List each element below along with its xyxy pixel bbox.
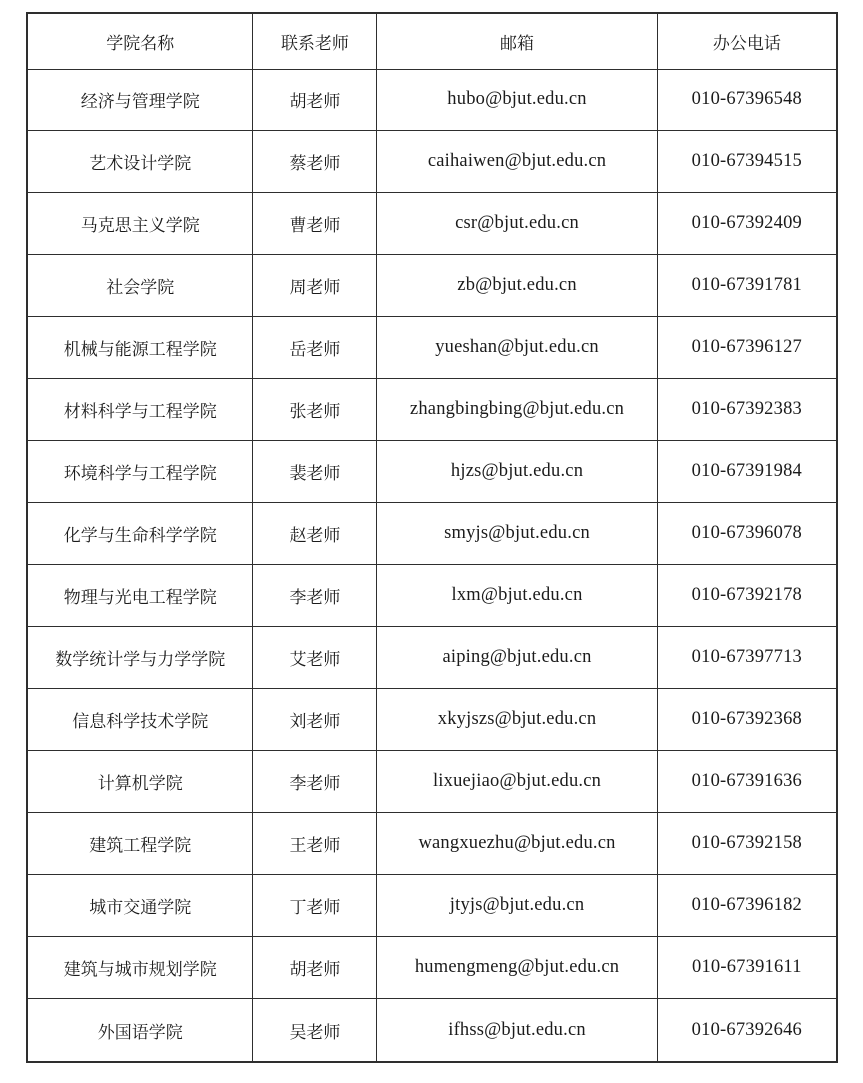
college-name-cell: 建筑与城市规划学院 (27, 937, 253, 999)
office-phone-cell: 010-67392383 (657, 379, 837, 441)
office-phone-cell: 010-67396078 (657, 503, 837, 565)
email-cell: hjzs@bjut.edu.cn (377, 441, 657, 503)
college-name-cell: 环境科学与工程学院 (27, 441, 253, 503)
column-header-email: 邮箱 (377, 13, 657, 69)
column-header-college: 学院名称 (27, 13, 253, 69)
teacher-name-cell: 胡老师 (253, 69, 377, 131)
office-phone-cell: 010-67391984 (657, 441, 837, 503)
table-row (27, 503, 837, 565)
college-name-cell: 经济与管理学院 (27, 69, 253, 131)
teacher-name-cell: 周老师 (253, 255, 377, 317)
email-cell: lxm@bjut.edu.cn (377, 565, 657, 627)
email-cell: lixuejiao@bjut.edu.cn (377, 751, 657, 813)
office-phone-cell: 010-67396127 (657, 317, 837, 379)
office-phone-cell: 010-67392178 (657, 565, 837, 627)
office-phone-cell: 010-67397713 (657, 627, 837, 689)
college-name-cell: 机械与能源工程学院 (27, 317, 253, 379)
table-row (27, 813, 837, 875)
table-row (27, 751, 837, 813)
column-header-teacher: 联系老师 (253, 13, 377, 69)
table-row (27, 627, 837, 689)
email-cell: wangxuezhu@bjut.edu.cn (377, 813, 657, 875)
college-name-cell: 信息科学技术学院 (27, 689, 253, 751)
office-phone-cell: 010-67396182 (657, 875, 837, 937)
table-row (27, 565, 837, 627)
teacher-name-cell: 赵老师 (253, 503, 377, 565)
college-name-cell: 城市交通学院 (27, 875, 253, 937)
teacher-name-cell: 裴老师 (253, 441, 377, 503)
college-name-cell: 数学统计学与力学学院 (27, 627, 253, 689)
college-name-cell: 艺术设计学院 (27, 131, 253, 193)
teacher-name-cell: 艾老师 (253, 627, 377, 689)
teacher-name-cell: 胡老师 (253, 937, 377, 999)
column-header-phone: 办公电话 (657, 13, 837, 69)
college-name-cell: 化学与生命科学学院 (27, 503, 253, 565)
college-name-cell: 材料科学与工程学院 (27, 379, 253, 441)
college-name-cell: 计算机学院 (27, 751, 253, 813)
email-cell: humengmeng@bjut.edu.cn (377, 937, 657, 999)
table-body (27, 69, 837, 1062)
teacher-name-cell: 岳老师 (253, 317, 377, 379)
college-name-cell: 外国语学院 (27, 999, 253, 1062)
table-row (27, 255, 837, 317)
email-cell: csr@bjut.edu.cn (377, 193, 657, 255)
email-cell: ifhss@bjut.edu.cn (377, 999, 657, 1062)
teacher-name-cell: 王老师 (253, 813, 377, 875)
email-cell: jtyjs@bjut.edu.cn (377, 875, 657, 937)
table-row (27, 999, 837, 1062)
college-name-cell: 马克思主义学院 (27, 193, 253, 255)
table-row (27, 875, 837, 937)
email-cell: yueshan@bjut.edu.cn (377, 317, 657, 379)
office-phone-cell: 010-67391781 (657, 255, 837, 317)
email-cell: xkyjszs@bjut.edu.cn (377, 689, 657, 751)
office-phone-cell: 010-67391611 (657, 937, 837, 999)
teacher-name-cell: 丁老师 (253, 875, 377, 937)
teacher-name-cell: 蔡老师 (253, 131, 377, 193)
table-row (27, 69, 837, 131)
table-row (27, 193, 837, 255)
table-row (27, 131, 837, 193)
college-name-cell: 建筑工程学院 (27, 813, 253, 875)
office-phone-cell: 010-67392158 (657, 813, 837, 875)
teacher-name-cell: 张老师 (253, 379, 377, 441)
table-header (27, 13, 837, 69)
office-phone-cell: 010-67391636 (657, 751, 837, 813)
college-contact-table (26, 12, 838, 1063)
table-row (27, 379, 837, 441)
office-phone-cell: 010-67392646 (657, 999, 837, 1062)
teacher-name-cell: 李老师 (253, 565, 377, 627)
office-phone-cell: 010-67394515 (657, 131, 837, 193)
office-phone-cell: 010-67392368 (657, 689, 837, 751)
table-row (27, 689, 837, 751)
office-phone-cell: 010-67392409 (657, 193, 837, 255)
table-row (27, 937, 837, 999)
teacher-name-cell: 曹老师 (253, 193, 377, 255)
email-cell: zhangbingbing@bjut.edu.cn (377, 379, 657, 441)
teacher-name-cell: 刘老师 (253, 689, 377, 751)
email-cell: hubo@bjut.edu.cn (377, 69, 657, 131)
college-name-cell: 物理与光电工程学院 (27, 565, 253, 627)
table-row (27, 317, 837, 379)
email-cell: zb@bjut.edu.cn (377, 255, 657, 317)
teacher-name-cell: 吴老师 (253, 999, 377, 1062)
table-row (27, 441, 837, 503)
email-cell: aiping@bjut.edu.cn (377, 627, 657, 689)
email-cell: smyjs@bjut.edu.cn (377, 503, 657, 565)
header-row (27, 13, 837, 69)
office-phone-cell: 010-67396548 (657, 69, 837, 131)
email-cell: caihaiwen@bjut.edu.cn (377, 131, 657, 193)
college-name-cell: 社会学院 (27, 255, 253, 317)
teacher-name-cell: 李老师 (253, 751, 377, 813)
